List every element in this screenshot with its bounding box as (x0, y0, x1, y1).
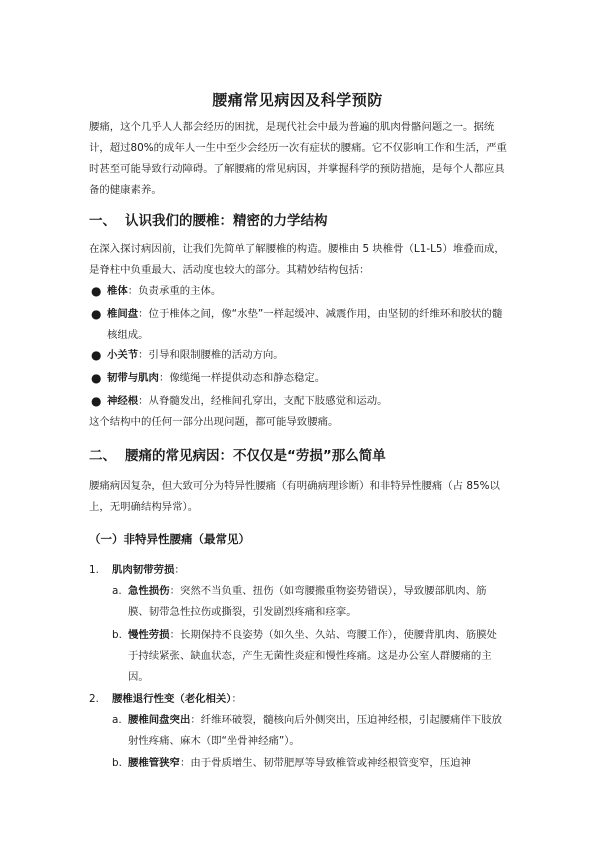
item-desc: ：从脊髓发出，经椎间孔穿出，支配下肢感觉和运动。 (138, 395, 388, 407)
intro-paragraph: 腰痛，这个几乎人人都会经历的困扰，是现代社会中最为普遍的肌肉骨骼问题之一。据统计，超过80%的成年人一生中至少会经历一次有症状的腰痛。它不仅影响工作和生活，严重时甚至可能导致行动障碍。了解腰痛的常见病因，并掌握科学的预防措施，是每个人都应具备的健康素养。 (89, 121, 507, 196)
sub-marker: a. (112, 585, 122, 597)
list-item (89, 368, 507, 389)
sub-desc: ：长期保持不良姿势（如久坐、久站、弯腰工作），使腰背肌肉、筋膜处于持续紧张、缺血状态，产生无菌性炎症和慢性疼痛。 (128, 629, 497, 662)
item-term: 椎间盘 (107, 308, 139, 320)
item-marker: 1. (89, 564, 99, 576)
bullet-icon: ● (91, 284, 102, 298)
sub-term: 腰椎管狭窄 (128, 757, 180, 769)
bullet-icon: ● (91, 371, 102, 385)
sub-item (112, 753, 507, 774)
bullet-icon: ● (91, 307, 102, 321)
section-1-number: 一、 (89, 213, 116, 229)
section-1-heading (89, 209, 328, 229)
section-1-outro: 这个结构中的任何一部分出现问题，都可能导致腰痛。 (89, 416, 339, 428)
sub-marker: b. (112, 629, 122, 641)
list-item (89, 345, 507, 366)
item-label: 腰椎退行性变（老化相关） (112, 693, 232, 705)
sub-desc: ：由于骨质增生、韧带肥厚等导致椎管或神经根管变窄，压迫神 (179, 757, 471, 769)
subsection-heading: （一）非特异性腰痛（最常见） (89, 532, 250, 546)
list-item (89, 281, 507, 302)
sub-desc: ：纤维环破裂，髓核向后外侧突出，压迫神经根，引起腰痛伴下肢放射性疼痛、麻木（即“坐骨神经痛”）。 (128, 714, 503, 747)
sub-term: 腰椎间盘突出 (128, 714, 191, 726)
item-term: 椎体 (107, 285, 128, 297)
bullet-icon: ● (91, 394, 102, 408)
sub-marker: b. (112, 757, 122, 769)
sub-item (112, 581, 507, 623)
item-label: 肌肉韧带劳损 (112, 564, 175, 576)
item-desc: ：负责承重的主体。 (127, 285, 222, 297)
section-1-title: 认识我们的腰椎：精密的力学结构 (125, 213, 328, 229)
sub-item (112, 710, 507, 752)
item-tail: ： (231, 693, 242, 705)
item-desc: ：引导和限制腰椎的活动方向。 (138, 349, 284, 361)
item-term: 小关节 (107, 349, 139, 361)
item-desc: ：位于椎体之间，像“水垫”一样起缓冲、减震作用，由坚韧的纤维环和胶状的髓核组成。 (107, 308, 503, 341)
list-item (89, 391, 507, 412)
section-2-heading (89, 444, 386, 464)
numbered-item (89, 689, 507, 710)
item-term: 韧带与肌肉 (107, 372, 159, 384)
sub-item (112, 625, 507, 688)
section-1-lead: 在深入探讨病因前，让我们先简单了解腰椎的构造。腰椎由 5 块椎骨（L1-L5）堆叠而成，是脊柱中负重最大、活动度也较大的部分。其精妙结构包括： (89, 243, 505, 276)
sub-marker: a. (112, 714, 122, 726)
sub-desc: ：突然不当负重、扭伤（如弯腰搬重物姿势错误），导致腰部肌肉、筋膜、韧带急性拉伤或撕裂，引发剧烈疼痛和痉挛。 (128, 585, 487, 618)
section-2-lead: 腰痛病因复杂，但大致可分为特异性腰痛（有明确病理诊断）和非特异性腰痛（占 85%以上，无明确结构异常）。 (89, 480, 500, 513)
numbered-item (89, 560, 507, 581)
item-marker: 2. (89, 693, 99, 705)
page-title: 腰痛常见病因及科学预防 (212, 91, 383, 109)
list-item (89, 304, 507, 346)
sub-desc-emphasis: 这是办公室人群腰痛的主因。 (128, 650, 492, 683)
sub-term: 急性损伤 (128, 585, 170, 597)
sub-term: 慢性劳损 (128, 629, 170, 641)
item-tail: ： (174, 564, 185, 576)
section-2-number: 二、 (89, 448, 116, 464)
item-desc: ：像缆绳一样提供动态和静态稳定。 (158, 372, 326, 384)
section-2-title: 腰痛的常见病因：不仅仅是“劳损”那么简单 (125, 448, 386, 464)
bullet-icon: ● (91, 348, 102, 362)
item-term: 神经根 (107, 395, 139, 407)
